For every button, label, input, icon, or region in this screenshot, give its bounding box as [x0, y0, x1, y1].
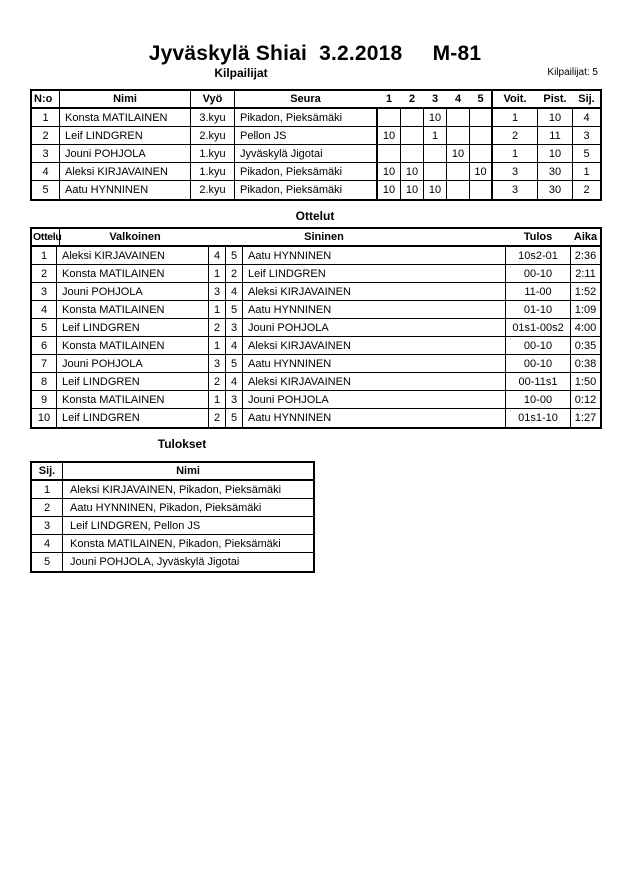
cell-nimi: Jouni POHJOLA: [60, 145, 191, 162]
cell-valkoinen: Leif LINDGREN: [57, 373, 209, 390]
cell-valkoinen: Leif LINDGREN: [57, 409, 209, 427]
cell-ottelu: 5: [32, 319, 57, 336]
column-header-aika: Aika: [573, 231, 598, 243]
cell-nimi: Konsta MATILAINEN: [60, 109, 191, 126]
cell-white-number: 1: [209, 391, 226, 408]
cell-aika: 0:38: [574, 357, 597, 370]
column-header-vyo: Vyö: [191, 91, 235, 107]
cell-white-number: 2: [209, 373, 226, 390]
column-header-voit: Voit.: [503, 93, 527, 105]
matches-header-row: [32, 229, 600, 247]
cell-sininen: Aatu HYNNINEN: [243, 355, 506, 372]
cell-nimi: Aleksi KIRJAVAINEN: [60, 163, 191, 180]
cell-blue-number: 4: [226, 337, 243, 354]
cell-m5: [470, 145, 493, 162]
cell-white-number: 3: [209, 283, 226, 300]
table-row: [32, 373, 600, 391]
cell-ottelu: 4: [32, 301, 57, 318]
table-row: [32, 391, 600, 409]
cell-nimi: Jouni POHJOLA, Jyväskylä Jigotai: [70, 556, 240, 568]
cell-valkoinen: Konsta MATILAINEN: [57, 337, 209, 354]
cell-m1: 10: [378, 127, 401, 144]
table-row: [32, 517, 313, 535]
cell-valkoinen: Konsta MATILAINEN: [57, 391, 209, 408]
column-header-nimi: Nimi: [60, 91, 191, 107]
cell-sij: 4: [583, 111, 590, 124]
cell-ottelu: 6: [32, 337, 57, 354]
cell-aika: 2:11: [575, 267, 596, 280]
cell-m4: [447, 181, 470, 199]
cell-m5: 10: [470, 163, 493, 180]
table-row: [32, 145, 600, 163]
cell-nimi: Leif LINDGREN: [60, 127, 191, 144]
cell-m5: [470, 181, 493, 199]
cell-seura: Jyväskylä Jigotai: [235, 145, 378, 162]
cell-tulos: 01s1-10: [506, 409, 571, 427]
cell-blue-number: 5: [226, 247, 243, 264]
table-row: [32, 319, 600, 337]
cell-pist: 30: [538, 181, 573, 199]
column-header-opp3: 3: [431, 93, 439, 105]
column-header-no: N:o: [32, 91, 60, 107]
cell-sij: 4: [32, 535, 63, 552]
cell-voit: 1: [493, 145, 538, 162]
cell-valkoinen: Leif LINDGREN: [57, 319, 209, 336]
cell-no: 4: [32, 163, 60, 180]
column-header-opp4: 4: [454, 93, 462, 105]
cell-sininen: Aatu HYNNINEN: [243, 247, 506, 264]
cell-sininen: Aleksi KIRJAVAINEN: [243, 373, 506, 390]
cell-tulos: 01s1-00s2: [506, 319, 571, 336]
cell-ottelu: 10: [32, 409, 57, 427]
cell-sij: 3: [32, 517, 63, 534]
table-row: [32, 535, 313, 553]
cell-sininen: Aleksi KIRJAVAINEN: [243, 283, 506, 300]
table-row: [32, 337, 600, 355]
cell-m5: [470, 109, 493, 126]
cell-m2: [401, 109, 424, 126]
cell-m2: 10: [401, 181, 424, 199]
cell-nimi: Aleksi KIRJAVAINEN, Pikadon, Pieksämäki: [70, 483, 282, 496]
cell-m2: 10: [401, 163, 424, 180]
cell-aika: 1:50: [574, 375, 597, 388]
cell-aika: 0:12: [574, 393, 597, 406]
cell-nimi: Aatu HYNNINEN: [60, 181, 191, 199]
cell-white-number: 3: [209, 355, 226, 372]
table-row: [32, 163, 600, 181]
cell-voit: 3: [493, 163, 538, 180]
cell-white-number: 2: [209, 409, 226, 427]
table-row: [32, 355, 600, 373]
cell-m2: [401, 145, 424, 162]
cell-blue-number: 3: [226, 391, 243, 408]
cell-sininen: Leif LINDGREN: [243, 265, 506, 282]
cell-white-number: 1: [209, 265, 226, 282]
table-row: [32, 247, 600, 265]
cell-sininen: Aatu HYNNINEN: [243, 409, 506, 427]
table-row: [32, 481, 313, 499]
cell-ottelu: 2: [32, 265, 57, 282]
cell-valkoinen: Jouni POHJOLA: [57, 283, 209, 300]
cell-m1: 10: [378, 181, 401, 199]
column-header-sij: Sij.: [578, 93, 595, 105]
column-header-sij: Sij.: [32, 463, 63, 479]
table-row: [32, 181, 600, 199]
cell-aika: 0:35: [574, 339, 597, 352]
cell-sininen: Aatu HYNNINEN: [243, 301, 506, 318]
cell-m3: 10: [424, 109, 447, 126]
cell-pist: 30: [538, 163, 573, 180]
cell-tulos: 11-00: [506, 283, 571, 300]
cell-sij: 2: [583, 184, 590, 196]
cell-aika: 4:00: [574, 321, 597, 334]
table-row: [32, 499, 313, 517]
table-row: [32, 283, 600, 301]
cell-nimi: Konsta MATILAINEN, Pikadon, Pieksämäki: [70, 537, 281, 550]
cell-ottelu: 9: [32, 391, 57, 408]
cell-nimi: Aatu HYNNINEN, Pikadon, Pieksämäki: [70, 501, 262, 514]
cell-voit: 3: [493, 181, 538, 199]
competitors-section-title: Kilpailijat: [214, 66, 268, 80]
column-header-opp2: 2: [408, 93, 416, 105]
table-row: [32, 127, 600, 145]
cell-tulos: 00-11s1: [506, 373, 571, 390]
cell-tulos: 00-10: [506, 265, 571, 282]
column-header-opp1: 1: [385, 93, 393, 105]
column-header-sininen: Sininen: [304, 231, 344, 243]
cell-ottelu: 8: [32, 373, 57, 390]
cell-ottelu: 3: [32, 283, 57, 300]
column-header-valkoinen: Valkoinen: [109, 231, 161, 243]
cell-sij: 2: [32, 499, 63, 516]
table-row: [32, 265, 600, 283]
cell-blue-number: 5: [226, 301, 243, 318]
table-row: [32, 409, 600, 427]
results-section-title: Tulokset: [157, 437, 207, 451]
cell-white-number: 2: [209, 319, 226, 336]
cell-blue-number: 2: [226, 265, 243, 282]
cell-m3: 1: [424, 127, 447, 144]
table-row: [32, 109, 600, 127]
cell-no: 3: [32, 145, 60, 162]
cell-m3: 10: [424, 181, 447, 199]
column-header-nimi: Nimi: [176, 465, 200, 477]
page-title: Jyväskylä Shiai 3.2.2018 M-81: [148, 42, 482, 65]
cell-pist: 10: [538, 109, 573, 126]
cell-aika: 1:09: [574, 303, 597, 316]
cell-blue-number: 5: [226, 355, 243, 372]
cell-sij: 5: [583, 147, 590, 160]
cell-tulos: 00-10: [506, 337, 571, 354]
competitor-count-label: Kilpailijat: 5: [547, 67, 598, 78]
cell-sij: 1: [583, 165, 590, 178]
cell-m4: 10: [447, 145, 470, 162]
cell-valkoinen: Jouni POHJOLA: [57, 355, 209, 372]
competitors-table: [30, 89, 602, 201]
table-row: [32, 553, 313, 571]
cell-valkoinen: Aleksi KIRJAVAINEN: [57, 247, 209, 264]
cell-voit: 2: [493, 127, 538, 144]
cell-aika: 1:27: [574, 412, 597, 424]
cell-aika: 1:52: [574, 285, 597, 298]
cell-m1: 10: [378, 163, 401, 180]
cell-nimi: Leif LINDGREN, Pellon JS: [70, 519, 201, 532]
cell-blue-number: 4: [226, 373, 243, 390]
cell-white-number: 1: [209, 301, 226, 318]
cell-vyo: 3.kyu: [191, 109, 235, 126]
cell-m3: [424, 145, 447, 162]
cell-seura: Pellon JS: [235, 127, 378, 144]
competitors-header-row: [32, 91, 600, 109]
cell-no: 1: [32, 109, 60, 126]
cell-m5: [470, 127, 493, 144]
cell-aika: 2:36: [574, 249, 597, 262]
cell-white-number: 1: [209, 337, 226, 354]
cell-seura: Pikadon, Pieksämäki: [235, 109, 378, 126]
cell-no: 5: [32, 181, 60, 199]
cell-seura: Pikadon, Pieksämäki: [235, 181, 378, 199]
cell-sij: 3: [583, 129, 590, 142]
column-header-pist: Pist.: [543, 93, 567, 105]
cell-sininen: Aleksi KIRJAVAINEN: [243, 337, 506, 354]
results-header-row: [32, 463, 313, 481]
column-header-players: [60, 229, 506, 245]
matches-table: [30, 227, 602, 429]
cell-valkoinen: Konsta MATILAINEN: [57, 301, 209, 318]
cell-sininen: Jouni POHJOLA: [243, 319, 506, 336]
cell-m4: [447, 163, 470, 180]
column-header-opp5: 5: [470, 91, 493, 107]
cell-no: 2: [32, 127, 60, 144]
cell-tulos: 10-00: [506, 391, 571, 408]
results-table: [30, 461, 315, 573]
column-header-tulos: Tulos: [523, 231, 553, 243]
cell-pist: 11: [538, 127, 573, 144]
table-row: [32, 301, 600, 319]
cell-white-number: 4: [209, 247, 226, 264]
cell-blue-number: 3: [226, 319, 243, 336]
cell-m2: [401, 127, 424, 144]
cell-m4: [447, 109, 470, 126]
cell-ottelu: 7: [32, 355, 57, 372]
cell-sij: 5: [32, 553, 63, 571]
column-header-seura: Seura: [290, 93, 321, 105]
cell-blue-number: 4: [226, 283, 243, 300]
cell-m1: [378, 145, 401, 162]
matches-section-title: Ottelut: [295, 209, 335, 223]
cell-sininen: Jouni POHJOLA: [243, 391, 506, 408]
cell-voit: 1: [493, 109, 538, 126]
cell-tulos: 10s2-01: [506, 247, 571, 264]
cell-tulos: 00-10: [506, 355, 571, 372]
cell-ottelu: 1: [32, 247, 57, 264]
cell-seura: Pikadon, Pieksämäki: [235, 163, 378, 180]
cell-sij: 1: [32, 481, 63, 498]
cell-valkoinen: Konsta MATILAINEN: [57, 265, 209, 282]
cell-m3: [424, 163, 447, 180]
cell-vyo: 2.kyu: [191, 181, 235, 199]
cell-tulos: 01-10: [506, 301, 571, 318]
cell-vyo: 1.kyu: [191, 163, 235, 180]
cell-m4: [447, 127, 470, 144]
cell-pist: 10: [538, 145, 573, 162]
cell-vyo: 1.kyu: [191, 145, 235, 162]
cell-vyo: 2.kyu: [191, 127, 235, 144]
cell-m1: [378, 109, 401, 126]
cell-blue-number: 5: [226, 409, 243, 427]
column-header-ottelu: Ottelu: [33, 231, 62, 243]
